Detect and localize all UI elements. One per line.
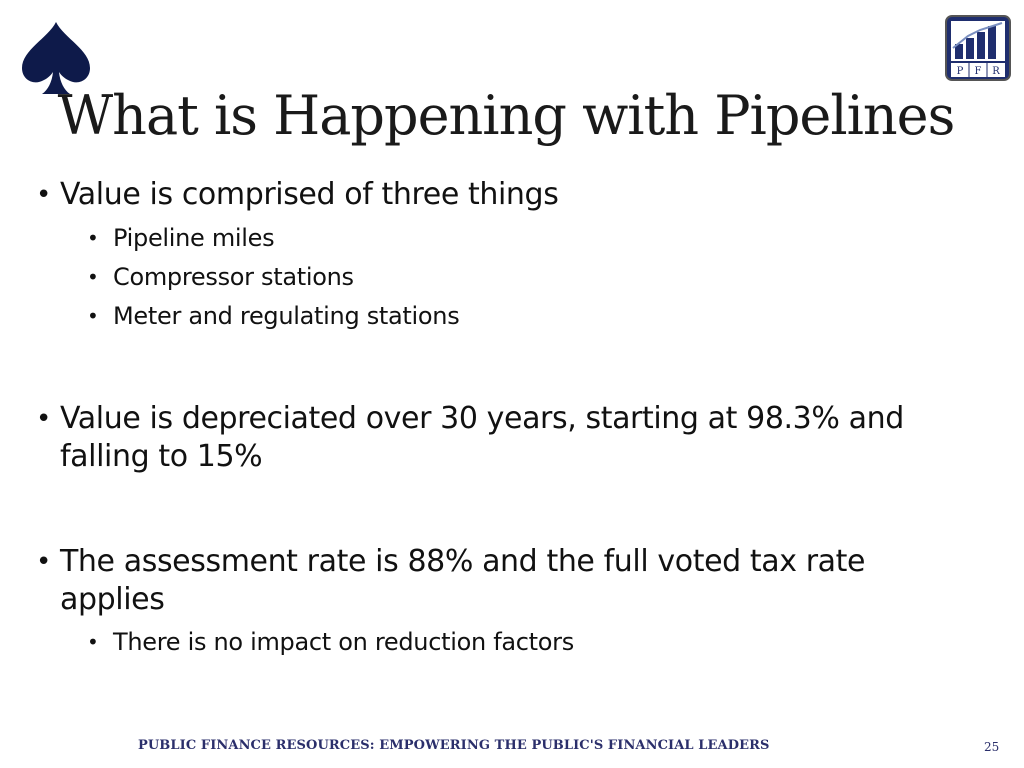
sub-bullet-compressor-stations: • Compressor stations [113,262,913,292]
bullet-assessment-rate: • The assessment rate is 88% and the full voted tax rate applies [60,543,960,619]
bullet-value-comprised: • Value is comprised of three things [60,176,960,214]
sub-bullet-meter-regulating: • Meter and regulating stations [113,301,913,331]
logo-letter-r: R [992,66,1000,77]
sub-bullet-reduction-factors: • There is no impact on reduction factors [113,627,913,657]
page-number: 25 [984,740,1000,754]
logo-letter-f: F [974,66,982,77]
slide-title: What is Happening with Pipelines [57,84,955,147]
footer-text: PUBLIC FINANCE RESOURCES: EMPOWERING THE PUBLIC'S FINANCIAL LEADERS [138,738,770,753]
logo-letter-p: P [956,66,964,77]
bullet-depreciation: • Value is depreciated over 30 years, starting at 98.3% and falling to 15% [60,400,920,476]
pfr-logo [944,14,1012,82]
sub-bullet-pipeline-miles: • Pipeline miles [113,223,913,253]
